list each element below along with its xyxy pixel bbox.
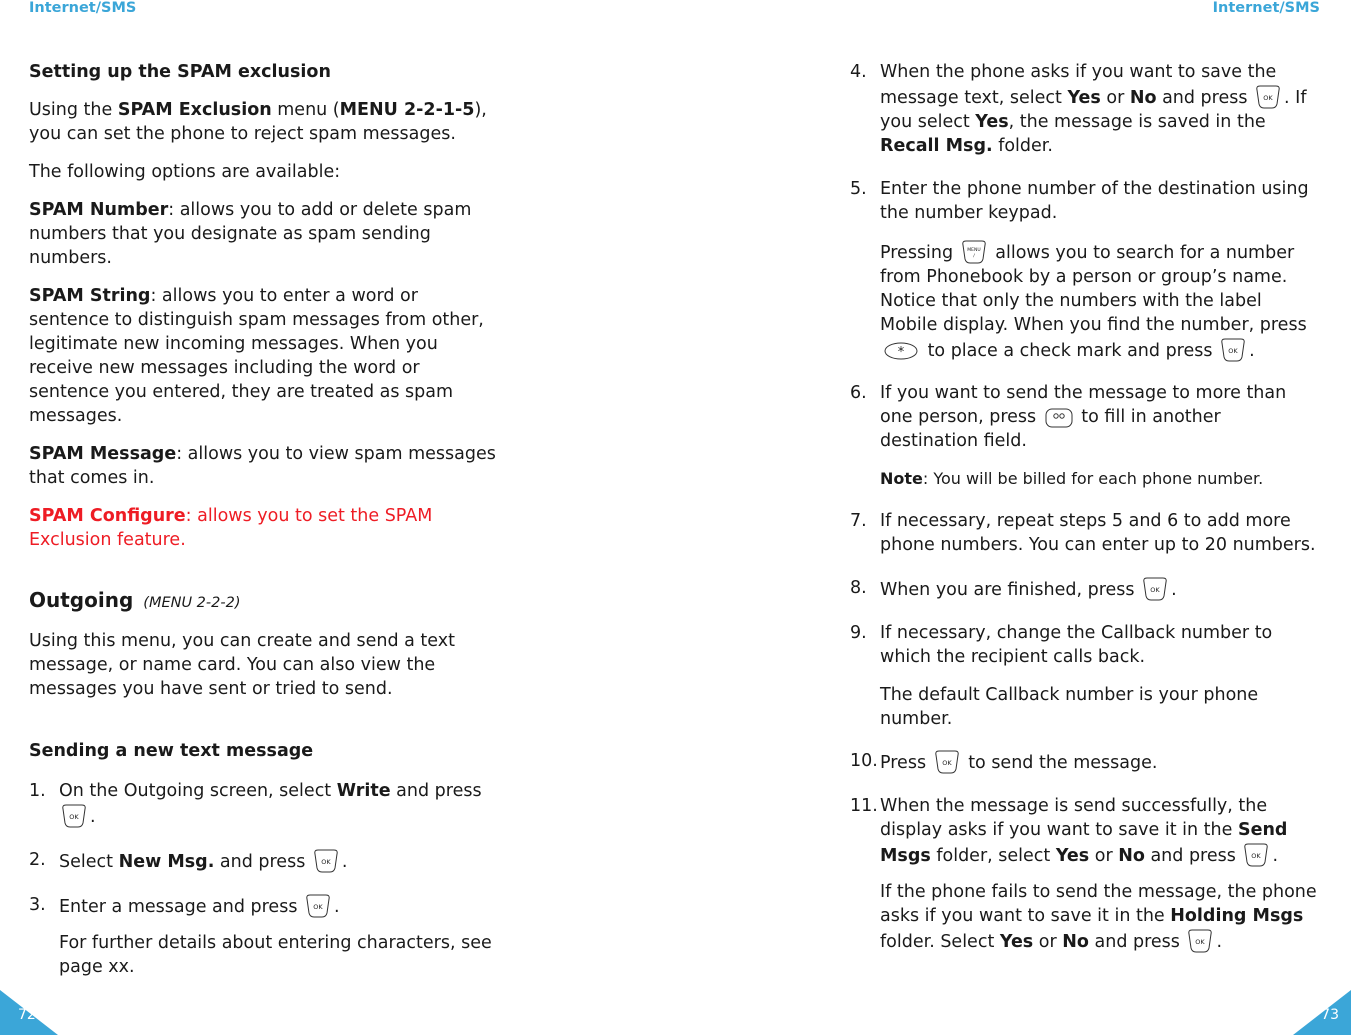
left-page <box>29 60 499 993</box>
step-5: 5. Enter the phone number of the destination using the number keypad. <box>850 179 1309 223</box>
page-number-right: 73 <box>1321 1007 1339 1023</box>
outgoing-description: Using this menu, you can create and send a text message, or name card. You can also view the messages you have sent or tried to send. <box>29 631 455 699</box>
spam-string-option: SPAM String: allows you to enter a word or sentence to distinguish spam messages from other, legitimate new incoming messages. When you receive new messages including the word or sentence you entered, they are treated as spam messages. <box>29 286 484 426</box>
right-page <box>850 60 1320 968</box>
menu-key-icon <box>962 239 987 264</box>
step-9-note: The default Callback number is your phone number. <box>880 685 1259 729</box>
step-5-detail: Pressing allows you to search for a number from Phonebook by a person or group’s name. Notice that only the numbers with the label Mobile display. When you find the number, press to place a check mark and press . <box>850 239 1320 363</box>
step-2: 2. Select New Msg. and press . <box>29 850 348 872</box>
ok-key-icon <box>306 893 331 918</box>
outgoing-heading: Outgoing (MENU 2-2-2) <box>29 588 241 612</box>
step-9: 9. If necessary, change the Callback number to which the recipient calls back. <box>850 623 1273 667</box>
spam-section-title: Setting up the SPAM exclusion <box>29 62 331 82</box>
page-number-left: 72 <box>18 1007 36 1023</box>
step-8: 8. When you are finished, press . <box>850 578 1177 600</box>
ok-key-icon <box>62 803 87 828</box>
step-11-detail: If the phone fails to send the message, the phone asks if you want to save it in the Holding Msgs folder. Select Yes or No and press . <box>880 882 1317 952</box>
spam-intro: Using the SPAM Exclusion menu (MENU 2-2-1-5), you can set the phone to reject spam messages. <box>29 100 487 144</box>
step-11: 11. When the message is send successfully, the display asks if you want to save it in the Send Msgs folder, select Yes or No and press . <box>850 796 1288 866</box>
step-6: 6. If you want to send the message to more than one person, press to fill in another destination field. <box>850 383 1287 451</box>
spam-configure-option: SPAM Configure: allows you to set the SPAM Exclusion feature. <box>29 506 433 550</box>
ok-key-icon <box>935 749 960 774</box>
step-4: 4. When the phone asks if you want to save the message text, select Yes or No and press . If you select Yes, the message is saved in the Recall Msg. folder. <box>850 62 1307 156</box>
spam-options-intro: The following options are available: <box>29 162 341 182</box>
step-10: 10. Press to send the message. <box>850 751 1158 773</box>
ok-key-icon <box>1256 84 1281 109</box>
step-7: 7. If necessary, repeat steps 5 and 6 to add more phone numbers. You can enter up to 20 numbers. <box>850 511 1316 555</box>
ok-key-icon <box>1188 928 1213 953</box>
send-new-message-heading: Sending a new text message <box>29 741 314 761</box>
page-header-right: Internet/SMS <box>1212 0 1320 16</box>
ok-key-icon <box>1244 842 1269 867</box>
step-3-note: For further details about entering characters, see page xx. <box>59 933 492 977</box>
ok-key-icon <box>1221 337 1246 362</box>
step-1: 1. On the Outgoing screen, select Write and press . <box>29 781 482 827</box>
ok-key-icon <box>314 848 339 873</box>
star-key-icon <box>883 341 919 362</box>
nav-key-icon <box>1045 408 1073 428</box>
ok-key-icon <box>1143 576 1168 601</box>
billing-note: Note: You will be billed for each phone number. <box>880 469 1264 488</box>
spam-message-option: SPAM Message: allows you to view spam messages that comes in. <box>29 444 496 488</box>
spam-number-option: SPAM Number: allows you to add or delete spam numbers that you designate as spam sending numbers. <box>29 200 472 268</box>
step-3: 3. Enter a message and press . <box>29 895 340 917</box>
page-header-left: Internet/SMS <box>29 0 137 16</box>
